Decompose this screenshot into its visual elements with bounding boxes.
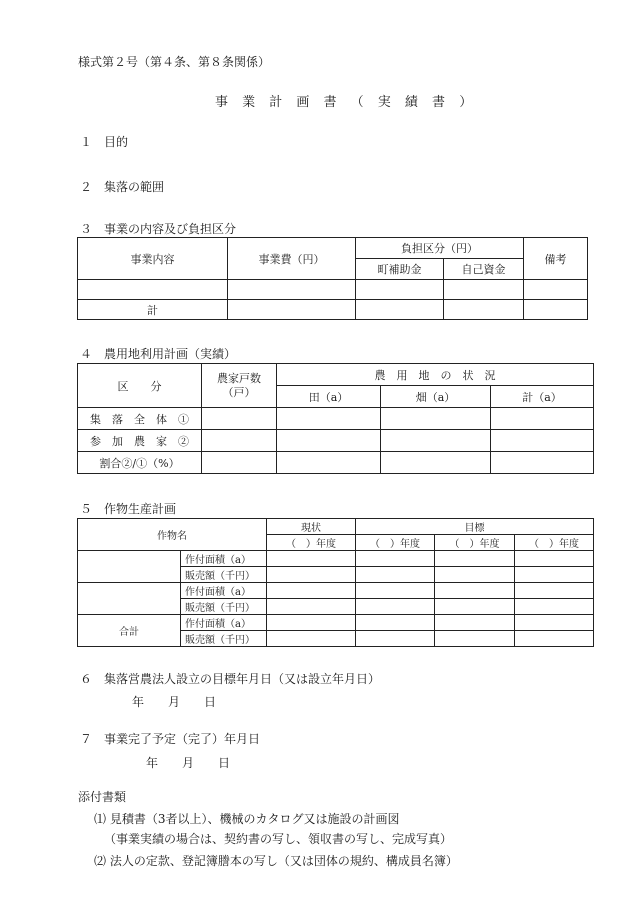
sales-label: 販売額（千円） bbox=[181, 599, 267, 615]
table-row bbox=[78, 408, 594, 430]
cell[interactable] bbox=[515, 599, 594, 615]
area-label: 作付面積（a） bbox=[181, 615, 267, 631]
header-share: 負担区分（円） bbox=[356, 238, 524, 259]
attachment-item-1: ⑴ 見積書（3者以上）、機械のカタログ又は施設の計画図 bbox=[94, 812, 400, 826]
attachments-title: 添付書類 bbox=[78, 790, 127, 804]
cell[interactable] bbox=[435, 567, 515, 583]
header-cost: 事業費（円） bbox=[228, 238, 356, 280]
establishment-date: 年 月 日 bbox=[132, 695, 217, 709]
area-label: 作付面積（a） bbox=[181, 551, 267, 567]
header-land-status: 農 用 地 の 状 況 bbox=[277, 364, 594, 386]
year-cell: （ ）年度 bbox=[435, 535, 515, 551]
cell[interactable] bbox=[356, 280, 444, 300]
section-5-heading bbox=[80, 500, 176, 517]
cell[interactable] bbox=[202, 430, 277, 452]
land-use-table bbox=[77, 363, 594, 474]
section-2-heading bbox=[80, 178, 164, 195]
sales-label: 販売額（千円） bbox=[181, 631, 267, 647]
cell[interactable] bbox=[491, 430, 594, 452]
header-crop: 作物名 bbox=[78, 519, 267, 551]
cell[interactable] bbox=[435, 583, 515, 599]
section-number: ７ bbox=[80, 732, 93, 746]
section-label: 目的 bbox=[104, 135, 129, 149]
cell[interactable] bbox=[356, 300, 444, 320]
cell[interactable] bbox=[524, 280, 588, 300]
section-label: 事業の内容及び負担区分 bbox=[104, 222, 237, 236]
cell[interactable] bbox=[277, 452, 381, 474]
section-label: 農用地利用計画（実績） bbox=[104, 347, 237, 361]
header-paddy: 田（a） bbox=[277, 386, 381, 408]
section-number: ３ bbox=[80, 222, 93, 236]
section-3-heading bbox=[80, 220, 236, 237]
header-current: 現状 bbox=[267, 519, 356, 535]
header-self-funds: 自己資金 bbox=[444, 259, 524, 280]
section-number: ６ bbox=[80, 672, 93, 686]
section-number: ５ bbox=[80, 502, 93, 516]
table-row bbox=[78, 583, 594, 599]
cell[interactable] bbox=[277, 408, 381, 430]
form-number: 様式第２号（第４条、第８条関係） bbox=[78, 55, 271, 69]
cell[interactable] bbox=[435, 599, 515, 615]
header-field: 畑（a） bbox=[381, 386, 491, 408]
sales-label: 販売額（千円） bbox=[181, 567, 267, 583]
cell[interactable] bbox=[444, 300, 524, 320]
table-row bbox=[78, 615, 594, 631]
table-row bbox=[78, 551, 594, 567]
cost-share-table bbox=[77, 237, 588, 320]
total-row bbox=[78, 300, 588, 320]
cell[interactable] bbox=[381, 452, 491, 474]
table-row bbox=[78, 452, 594, 474]
section-4-heading bbox=[80, 345, 236, 362]
cell[interactable] bbox=[491, 452, 594, 474]
header-content: 事業内容 bbox=[78, 238, 228, 280]
row-label-ratio: 割合②/①（%） bbox=[78, 452, 202, 474]
section-label: 作物生産計画 bbox=[104, 502, 177, 516]
cell[interactable] bbox=[491, 408, 594, 430]
section-label: 事業完了予定（完了）年月日 bbox=[104, 732, 261, 746]
section-7-heading bbox=[80, 730, 260, 747]
crop-production-table bbox=[77, 518, 594, 647]
row-label-participants: 参 加 農 家 ② bbox=[78, 430, 202, 452]
header-category: 区 分 bbox=[78, 364, 202, 408]
section-number: ４ bbox=[80, 347, 93, 361]
crop-name-cell[interactable] bbox=[78, 551, 181, 583]
section-6-heading bbox=[80, 670, 380, 687]
cell[interactable] bbox=[267, 599, 356, 615]
cell[interactable] bbox=[515, 631, 594, 647]
page-title: 事 業 計 画 書 （ 実 績 書 ） bbox=[215, 95, 478, 110]
year-cell: （ ）年度 bbox=[515, 535, 594, 551]
cell[interactable] bbox=[381, 408, 491, 430]
cell[interactable] bbox=[524, 300, 588, 320]
header-subsidy: 町補助金 bbox=[356, 259, 444, 280]
section-number: １ bbox=[80, 135, 93, 149]
cell[interactable] bbox=[356, 631, 435, 647]
cell[interactable] bbox=[435, 631, 515, 647]
header-total: 計（a） bbox=[491, 386, 594, 408]
cell[interactable] bbox=[228, 300, 356, 320]
table-row bbox=[78, 430, 594, 452]
attachment-item-2: ⑵ 法人の定款、登記簿謄本の写し（又は団体の規約、構成員名簿） bbox=[94, 854, 458, 868]
area-label: 作付面積（a） bbox=[181, 583, 267, 599]
cell[interactable] bbox=[356, 583, 435, 599]
cell[interactable] bbox=[515, 567, 594, 583]
year-cell: （ ）年度 bbox=[267, 535, 356, 551]
section-1-heading bbox=[80, 133, 128, 150]
cell[interactable] bbox=[202, 408, 277, 430]
year-cell: （ ）年度 bbox=[356, 535, 435, 551]
households-label: 農家戸数 bbox=[217, 371, 261, 385]
section-label: 集落の範囲 bbox=[104, 180, 165, 194]
cell[interactable] bbox=[267, 615, 356, 631]
row-label-village: 集 落 全 体 ① bbox=[78, 408, 202, 430]
cell[interactable] bbox=[78, 280, 228, 300]
cell[interactable] bbox=[267, 551, 356, 567]
header-households bbox=[202, 364, 277, 408]
cell[interactable] bbox=[356, 599, 435, 615]
households-unit: （戸） bbox=[222, 385, 256, 399]
table-row bbox=[78, 280, 588, 300]
header-target: 目標 bbox=[356, 519, 594, 535]
section-number: ２ bbox=[80, 180, 93, 194]
cell[interactable] bbox=[228, 280, 356, 300]
attachment-item-1-note: （事業実績の場合は、契約書の写し、領収書の写し、完成写真） bbox=[104, 832, 453, 846]
cell[interactable] bbox=[444, 280, 524, 300]
section-label: 集落営農法人設立の目標年月日（又は設立年月日） bbox=[104, 672, 381, 686]
cell[interactable] bbox=[356, 615, 435, 631]
cell[interactable] bbox=[267, 583, 356, 599]
cell[interactable] bbox=[356, 551, 435, 567]
completion-date: 年 月 日 bbox=[146, 756, 231, 770]
cell[interactable] bbox=[435, 551, 515, 567]
header-remarks: 備考 bbox=[524, 238, 588, 280]
cell[interactable] bbox=[202, 452, 277, 474]
cell[interactable] bbox=[515, 615, 594, 631]
total-label: 合計 bbox=[78, 615, 181, 647]
total-label: 計 bbox=[78, 300, 228, 320]
cell[interactable] bbox=[515, 583, 594, 599]
cell[interactable] bbox=[356, 567, 435, 583]
cell[interactable] bbox=[381, 430, 491, 452]
cell[interactable] bbox=[515, 551, 594, 567]
cell[interactable] bbox=[435, 615, 515, 631]
cell[interactable] bbox=[277, 430, 381, 452]
cell[interactable] bbox=[267, 631, 356, 647]
crop-name-cell[interactable] bbox=[78, 583, 181, 615]
cell[interactable] bbox=[267, 567, 356, 583]
